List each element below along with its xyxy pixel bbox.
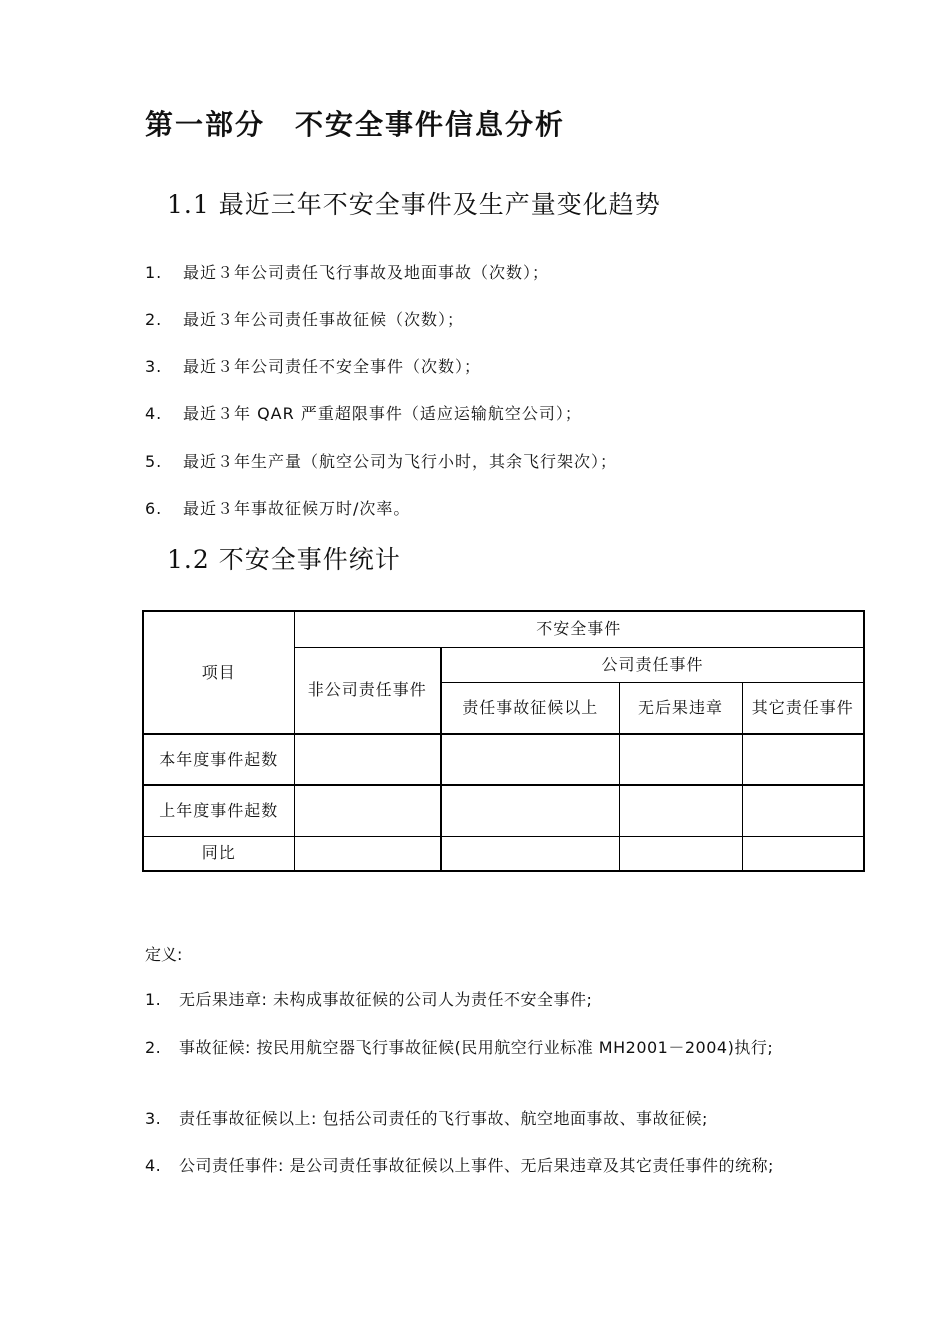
table-row: [143, 734, 864, 785]
table-cell[interactable]: [619, 785, 742, 836]
definition-item: [145, 1036, 825, 1060]
list-text: 最近３年公司责任事故征候（次数）；: [183, 310, 465, 329]
table-header-violation: 无后果违章: [619, 682, 742, 734]
table-header-item: 项目: [143, 611, 294, 734]
definition-number: 2.: [145, 1038, 162, 1057]
list-number: 1.: [145, 263, 163, 282]
page-title: 第一部分 不安全事件信息分析: [145, 108, 566, 141]
list-item: [145, 307, 464, 330]
table-cell[interactable]: [441, 734, 619, 785]
list-text: 最近３年公司责任不安全事件（次数）；: [183, 357, 482, 376]
table-cell[interactable]: [619, 836, 742, 871]
row-label: 上年度事件起数: [143, 785, 294, 836]
list-number: 2.: [145, 310, 163, 329]
list-item: [145, 496, 410, 519]
definition-text: 事故征候: 按民用航空器飞行事故征候(民用航空行业标准 MH2001－2004)执行;: [179, 1038, 774, 1057]
table-cell[interactable]: [742, 785, 864, 836]
definition-number: 1.: [145, 990, 162, 1009]
definition-item: [145, 1154, 825, 1178]
list-number: 4.: [145, 404, 163, 423]
table-cell[interactable]: [742, 734, 864, 785]
table-row: [143, 836, 864, 871]
list-item: [145, 449, 617, 472]
list-text: 最近３年 QAR 严重超限事件（适应运输航空公司）；: [183, 404, 582, 423]
list-number: 6.: [145, 499, 163, 518]
definition-item: [145, 988, 825, 1012]
list-item: [145, 401, 582, 424]
list-item: [145, 354, 481, 377]
definitions-label: 定义:: [145, 945, 183, 964]
list-number: 5.: [145, 452, 163, 471]
list-item: [145, 260, 549, 283]
table-cell[interactable]: [294, 836, 441, 871]
table-header-incident: 责任事故征候以上: [441, 682, 619, 734]
definition-text: 责任事故征候以上: 包括公司责任的飞行事故、航空地面事故、事故征候;: [179, 1109, 708, 1128]
definition-text: 公司责任事件: 是公司责任事故征候以上事件、无后果违章及其它责任事件的统称;: [179, 1156, 774, 1175]
table-header-unsafe-events: 不安全事件: [294, 611, 864, 647]
list-number: 3.: [145, 357, 163, 376]
table-header-non-company: 非公司责任事件: [294, 647, 441, 734]
table-header-other: 其它责任事件: [742, 682, 864, 734]
definition-text: 无后果违章: 未构成事故征候的公司人为责任不安全事件;: [179, 990, 593, 1009]
list-text: 最近３年生产量（航空公司为飞行小时，其余飞行架次）；: [183, 452, 618, 471]
definition-item: [145, 1107, 825, 1131]
table-cell[interactable]: [742, 836, 864, 871]
table-cell[interactable]: [441, 836, 619, 871]
definition-number: 4.: [145, 1156, 162, 1175]
table-header-company: 公司责任事件: [441, 647, 864, 682]
table-cell[interactable]: [294, 785, 441, 836]
table-cell[interactable]: [294, 734, 441, 785]
unsafe-events-table: [142, 610, 865, 872]
section-title-stats: 1.2 不安全事件统计: [167, 545, 401, 574]
row-label: 本年度事件起数: [143, 734, 294, 785]
list-text: 最近３年事故征候万时/次率。: [183, 499, 411, 518]
table-cell[interactable]: [619, 734, 742, 785]
table-row: [143, 785, 864, 836]
list-text: 最近３年公司责任飞行事故及地面事故（次数）；: [183, 263, 550, 282]
table-cell[interactable]: [441, 785, 619, 836]
section-title-trend: 1.1 最近三年不安全事件及生产量变化趋势: [167, 190, 661, 219]
definition-number: 3.: [145, 1109, 162, 1128]
row-label: 同比: [143, 836, 294, 871]
